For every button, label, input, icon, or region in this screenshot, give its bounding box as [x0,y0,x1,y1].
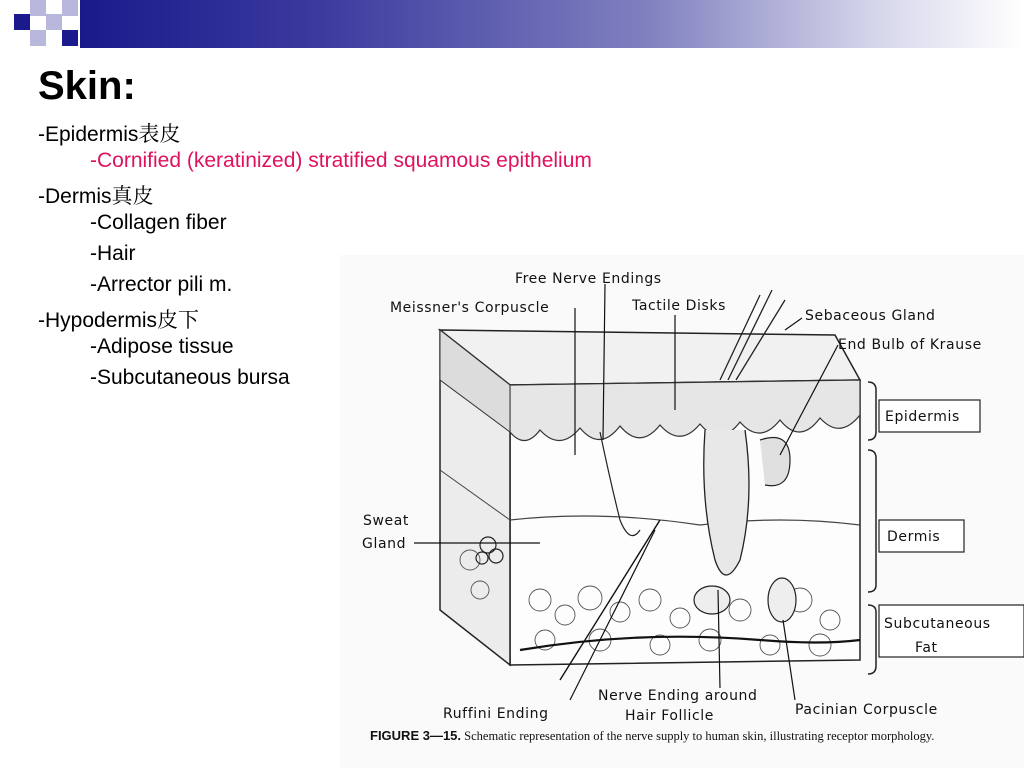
label-tactile-disks: Tactile Disks [632,298,727,314]
label-subcutaneous: Subcutaneous [884,616,991,632]
bullet-epidermis: -Epidermis表皮 [38,123,181,146]
label-hair-follicle: Hair Follicle [625,708,714,724]
header-square [62,0,78,16]
label-nerve-ending-around: Nerve Ending around [598,688,758,704]
figure-caption-label: FIGURE 3—15. [370,728,462,743]
bullet-adipose-tissue: -Adipose tissue [90,335,234,358]
figure-caption [370,728,934,744]
bullet-arrector-pili: -Arrector pili m. [90,273,233,296]
figure-caption-text: Schematic representation of the nerve supply to human skin, illustrating receptor morphology. [464,729,935,743]
label-dermis: Dermis [887,529,941,545]
label-pacinian-corpuscle: Pacinian Corpuscle [795,702,938,718]
bullet-subcutaneous-bursa: -Subcutaneous bursa [90,366,290,389]
pacinian-corpuscle-shape [768,578,796,622]
header-gradient-bar [80,0,1024,48]
header-square [14,14,30,30]
label-free-nerve-endings: Free Nerve Endings [515,271,662,287]
skin-diagram [340,255,1024,768]
header-square [46,14,62,30]
label-meissners-corpuscle: Meissner's Corpuscle [390,300,550,316]
bullet-hair: -Hair [90,242,136,265]
bullet-cornified-epithelium: -Cornified (keratinized) stratified squamous epithelium [90,149,592,172]
header-square [30,30,46,46]
header-square [30,0,46,16]
header-decoration [0,0,1024,48]
label-gland: Gland [362,536,407,552]
label-fat: Fat [915,640,938,656]
label-epidermis: Epidermis [885,409,960,425]
nerve-ending-hair-shape [694,586,730,614]
bullet-dermis: -Dermis真皮 [38,185,154,208]
slide-title: Skin: [38,64,136,108]
bullet-collagen-fiber: -Collagen fiber [90,211,227,234]
bullet-hypodermis: -Hypodermis皮下 [38,309,200,332]
header-square [62,30,78,46]
label-end-bulb-krause: End Bulb of Krause [838,337,982,353]
label-ruffini-ending: Ruffini Ending [443,706,549,722]
label-sebaceous-gland: Sebaceous Gland [805,308,936,324]
label-sweat: Sweat [363,513,410,529]
